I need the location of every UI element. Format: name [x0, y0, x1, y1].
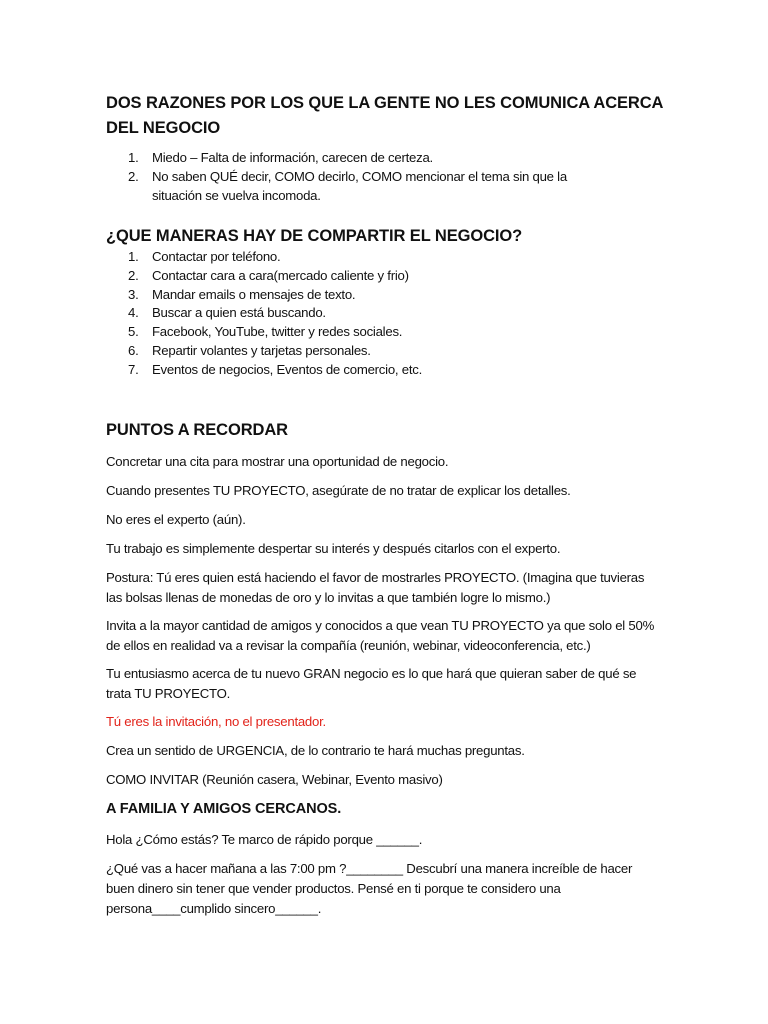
- script-paragraph: ¿Qué vas a hacer mañana a las 7:00 pm ?________ Descubrí una manera increíble de hacer buen dinero sin tener que vender productos. Pensé en ti porque te considero una persona____cumplido sincero______.: [106, 861, 633, 916]
- list-item-text: Contactar por teléfono.: [152, 249, 281, 264]
- list-item-text: Miedo – Falta de información, carecen de certeza.: [152, 150, 433, 165]
- list-number: 3.: [128, 286, 139, 302]
- list-item-text: Mandar emails o mensajes de texto.: [152, 286, 356, 302]
- point-paragraph: Cuando presentes TU PROYECTO, asegúrate de no tratar de explicar los detalles.: [106, 483, 571, 498]
- list-number: 4.: [128, 305, 139, 321]
- heading-ways-to-share: ¿QUE MANERAS HAY DE COMPARTIR EL NEGOCIO?: [106, 227, 523, 245]
- point-paragraph: No eres el experto (aún).: [106, 512, 246, 527]
- heading-family-friends: A FAMILIA Y AMIGOS CERCANOS.: [106, 801, 342, 817]
- point-paragraph: Concretar una cita para mostrar una oportunidad de negocio.: [106, 454, 449, 469]
- heading-points-to-remember: PUNTOS A RECORDAR: [106, 421, 288, 439]
- list-item-text: No saben QUÉ decir, COMO decirlo, COMO mencionar el tema sin que la situación se vuelva incomoda.: [152, 168, 567, 203]
- list-item-text: Eventos de negocios, Eventos de comercio, etc.: [152, 361, 422, 377]
- list-number: 6.: [128, 342, 139, 358]
- heading-two-reasons: DOS RAZONES POR LOS QUE LA GENTE NO LES COMUNICA ACERCA DEL NEGOCIO: [106, 94, 663, 137]
- list-item: [106, 304, 666, 323]
- point-paragraph: Postura: Tú eres quien está haciendo el favor de mostrarles PROYECTO. (Imagina que tuvieras las bolsas llenas de monedas de oro y lo invitas a que también logre lo mismo.): [106, 570, 645, 605]
- list-number: 2.: [128, 267, 139, 283]
- highlight-paragraph: Tú eres la invitación, no el presentador.: [106, 714, 326, 729]
- list-item: [106, 286, 666, 305]
- list-item: [106, 168, 666, 206]
- list-item: [106, 149, 666, 168]
- list-item: [106, 342, 666, 361]
- list-item-text: Facebook, YouTube, twitter y redes sociales.: [152, 324, 403, 340]
- list-item-text: Contactar cara a cara(mercado caliente y frio): [152, 267, 409, 283]
- point-paragraph: Tu entusiasmo acerca de tu nuevo GRAN negocio es lo que hará que quieran saber de qué se trata TU PROYECTO.: [106, 666, 637, 701]
- ways-list: [106, 248, 666, 380]
- list-item-text: Buscar a quien está buscando.: [152, 305, 326, 321]
- list-number: 7.: [128, 361, 139, 377]
- list-item: [106, 323, 666, 342]
- point-paragraph: Tu trabajo es simplemente despertar su interés y después citarlos con el experto.: [106, 541, 561, 556]
- list-number: 2.: [128, 168, 139, 184]
- point-paragraph: Crea un sentido de URGENCIA, de lo contrario te hará muchas preguntas.: [106, 743, 525, 758]
- list-item: [106, 361, 666, 380]
- list-number: 5.: [128, 324, 139, 340]
- list-item: [106, 248, 666, 267]
- reasons-list: [106, 149, 666, 205]
- script-paragraph: Hola ¿Cómo estás? Te marco de rápido porque ______.: [106, 832, 423, 847]
- list-item: [106, 267, 666, 286]
- point-paragraph: COMO INVITAR (Reunión casera, Webinar, Evento masivo): [106, 772, 443, 787]
- list-item-text: Repartir volantes y tarjetas personales.: [152, 342, 371, 358]
- point-paragraph: Invita a la mayor cantidad de amigos y conocidos a que vean TU PROYECTO ya que solo el 50% de ellos en realidad va a revisar la compañía (reunión, webinar, videoconferencia, etc.): [106, 618, 655, 653]
- list-number: 1.: [128, 150, 139, 165]
- list-number: 1.: [128, 249, 139, 264]
